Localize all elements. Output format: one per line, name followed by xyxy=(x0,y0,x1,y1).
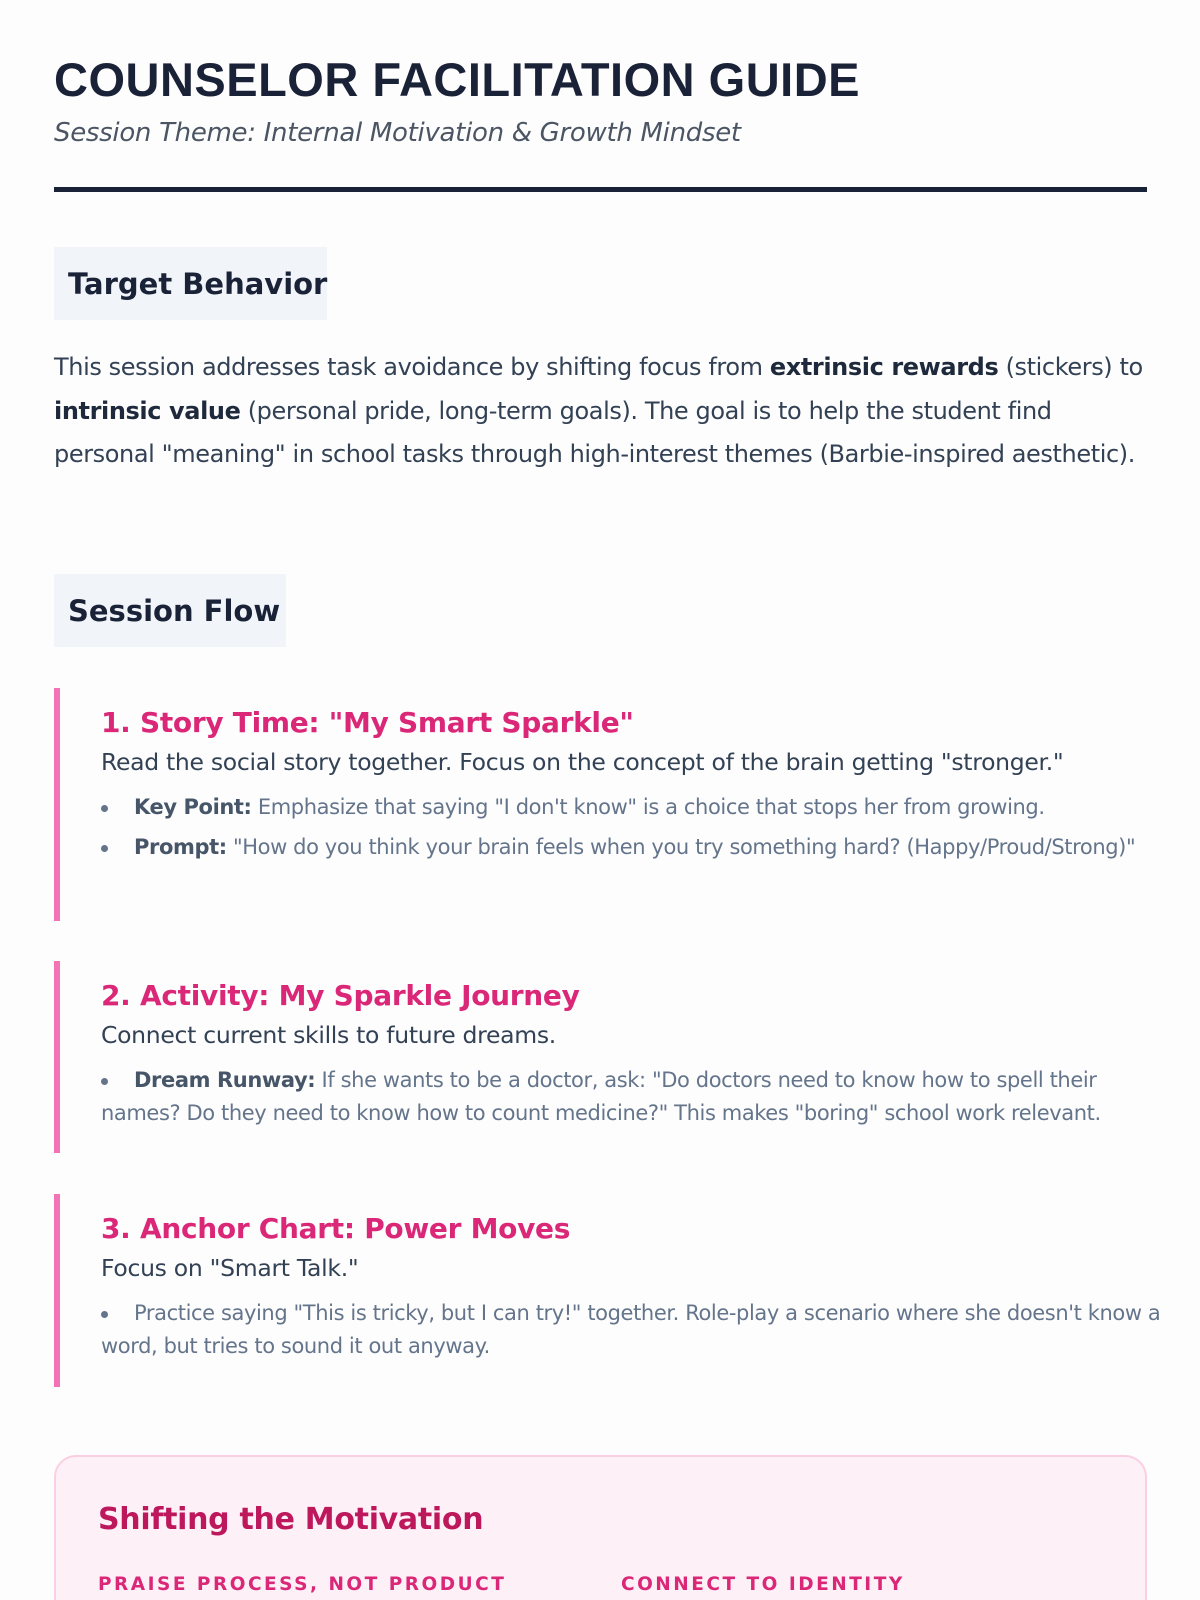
bullet-label: Dream Runway: xyxy=(134,1068,316,1092)
step-bullet-list xyxy=(101,1064,1161,1130)
list-item: Prompt: "How do you think your brain feels when you try something hard? (Happy/Proud/Strong)" xyxy=(101,831,1161,864)
shifting-motivation-card xyxy=(54,1455,1147,1600)
motivation-title: Shifting the Motivation xyxy=(98,1502,484,1537)
page-title: COUNSELOR FACILITATION GUIDE xyxy=(54,53,861,106)
session-step-1 xyxy=(54,688,1161,921)
session-flow-heading: Session Flow xyxy=(54,574,286,647)
step-description: Focus on "Smart Talk." xyxy=(101,1254,359,1282)
step-title: 1. Story Time: "My Smart Sparkle" xyxy=(101,706,634,739)
list-item: Practice saying "This is tricky, but I can try!" together. Role-play a scenario where she doesn't know a word, but tries to sound it out anyway. xyxy=(101,1297,1161,1363)
session-step-2 xyxy=(54,961,1161,1153)
bullet-label: Prompt: xyxy=(134,835,227,859)
bullet-label: Key Point: xyxy=(134,795,252,819)
step-description: Connect current skills to future dreams. xyxy=(101,1021,556,1049)
header-divider xyxy=(54,187,1147,192)
extrinsic-rewards-term: extrinsic rewards xyxy=(769,353,999,381)
list-item: Key Point: Emphasize that saying "I don't know" is a choice that stops her from growing. xyxy=(101,791,1161,824)
step-bullet-list xyxy=(101,1297,1161,1363)
step-description: Read the social story together. Focus on the concept of the brain getting "stronger." xyxy=(101,748,1064,776)
target-behavior-heading: Target Behavior xyxy=(54,247,327,320)
connect-identity-label: CONNECT TO IDENTITY xyxy=(621,1574,905,1595)
target-behavior-paragraph: This session addresses task avoidance by shifting focus from extrinsic rewards (stickers) to intrinsic value (personal pride, long-term goals). The goal is to help the student find personal "meaning" in school tasks through high-interest themes (Barbie-inspired aesthetic). xyxy=(54,353,1143,468)
intrinsic-value-term: intrinsic value xyxy=(54,396,241,425)
step-title: 3. Anchor Chart: Power Moves xyxy=(101,1212,571,1245)
step-bullet-list xyxy=(101,791,1161,864)
step-title: 2. Activity: My Sparkle Journey xyxy=(101,979,580,1012)
praise-process-label: PRAISE PROCESS, NOT PRODUCT xyxy=(98,1574,507,1595)
session-step-3 xyxy=(54,1194,1161,1387)
session-theme-subtitle: Session Theme: Internal Motivation & Growth Mindset xyxy=(54,118,741,148)
list-item: Dream Runway: If she wants to be a doctor, ask: "Do doctors need to know how to spell their names? Do they need to know how to count medicine?" This makes "boring" school work relevant. xyxy=(101,1064,1161,1130)
